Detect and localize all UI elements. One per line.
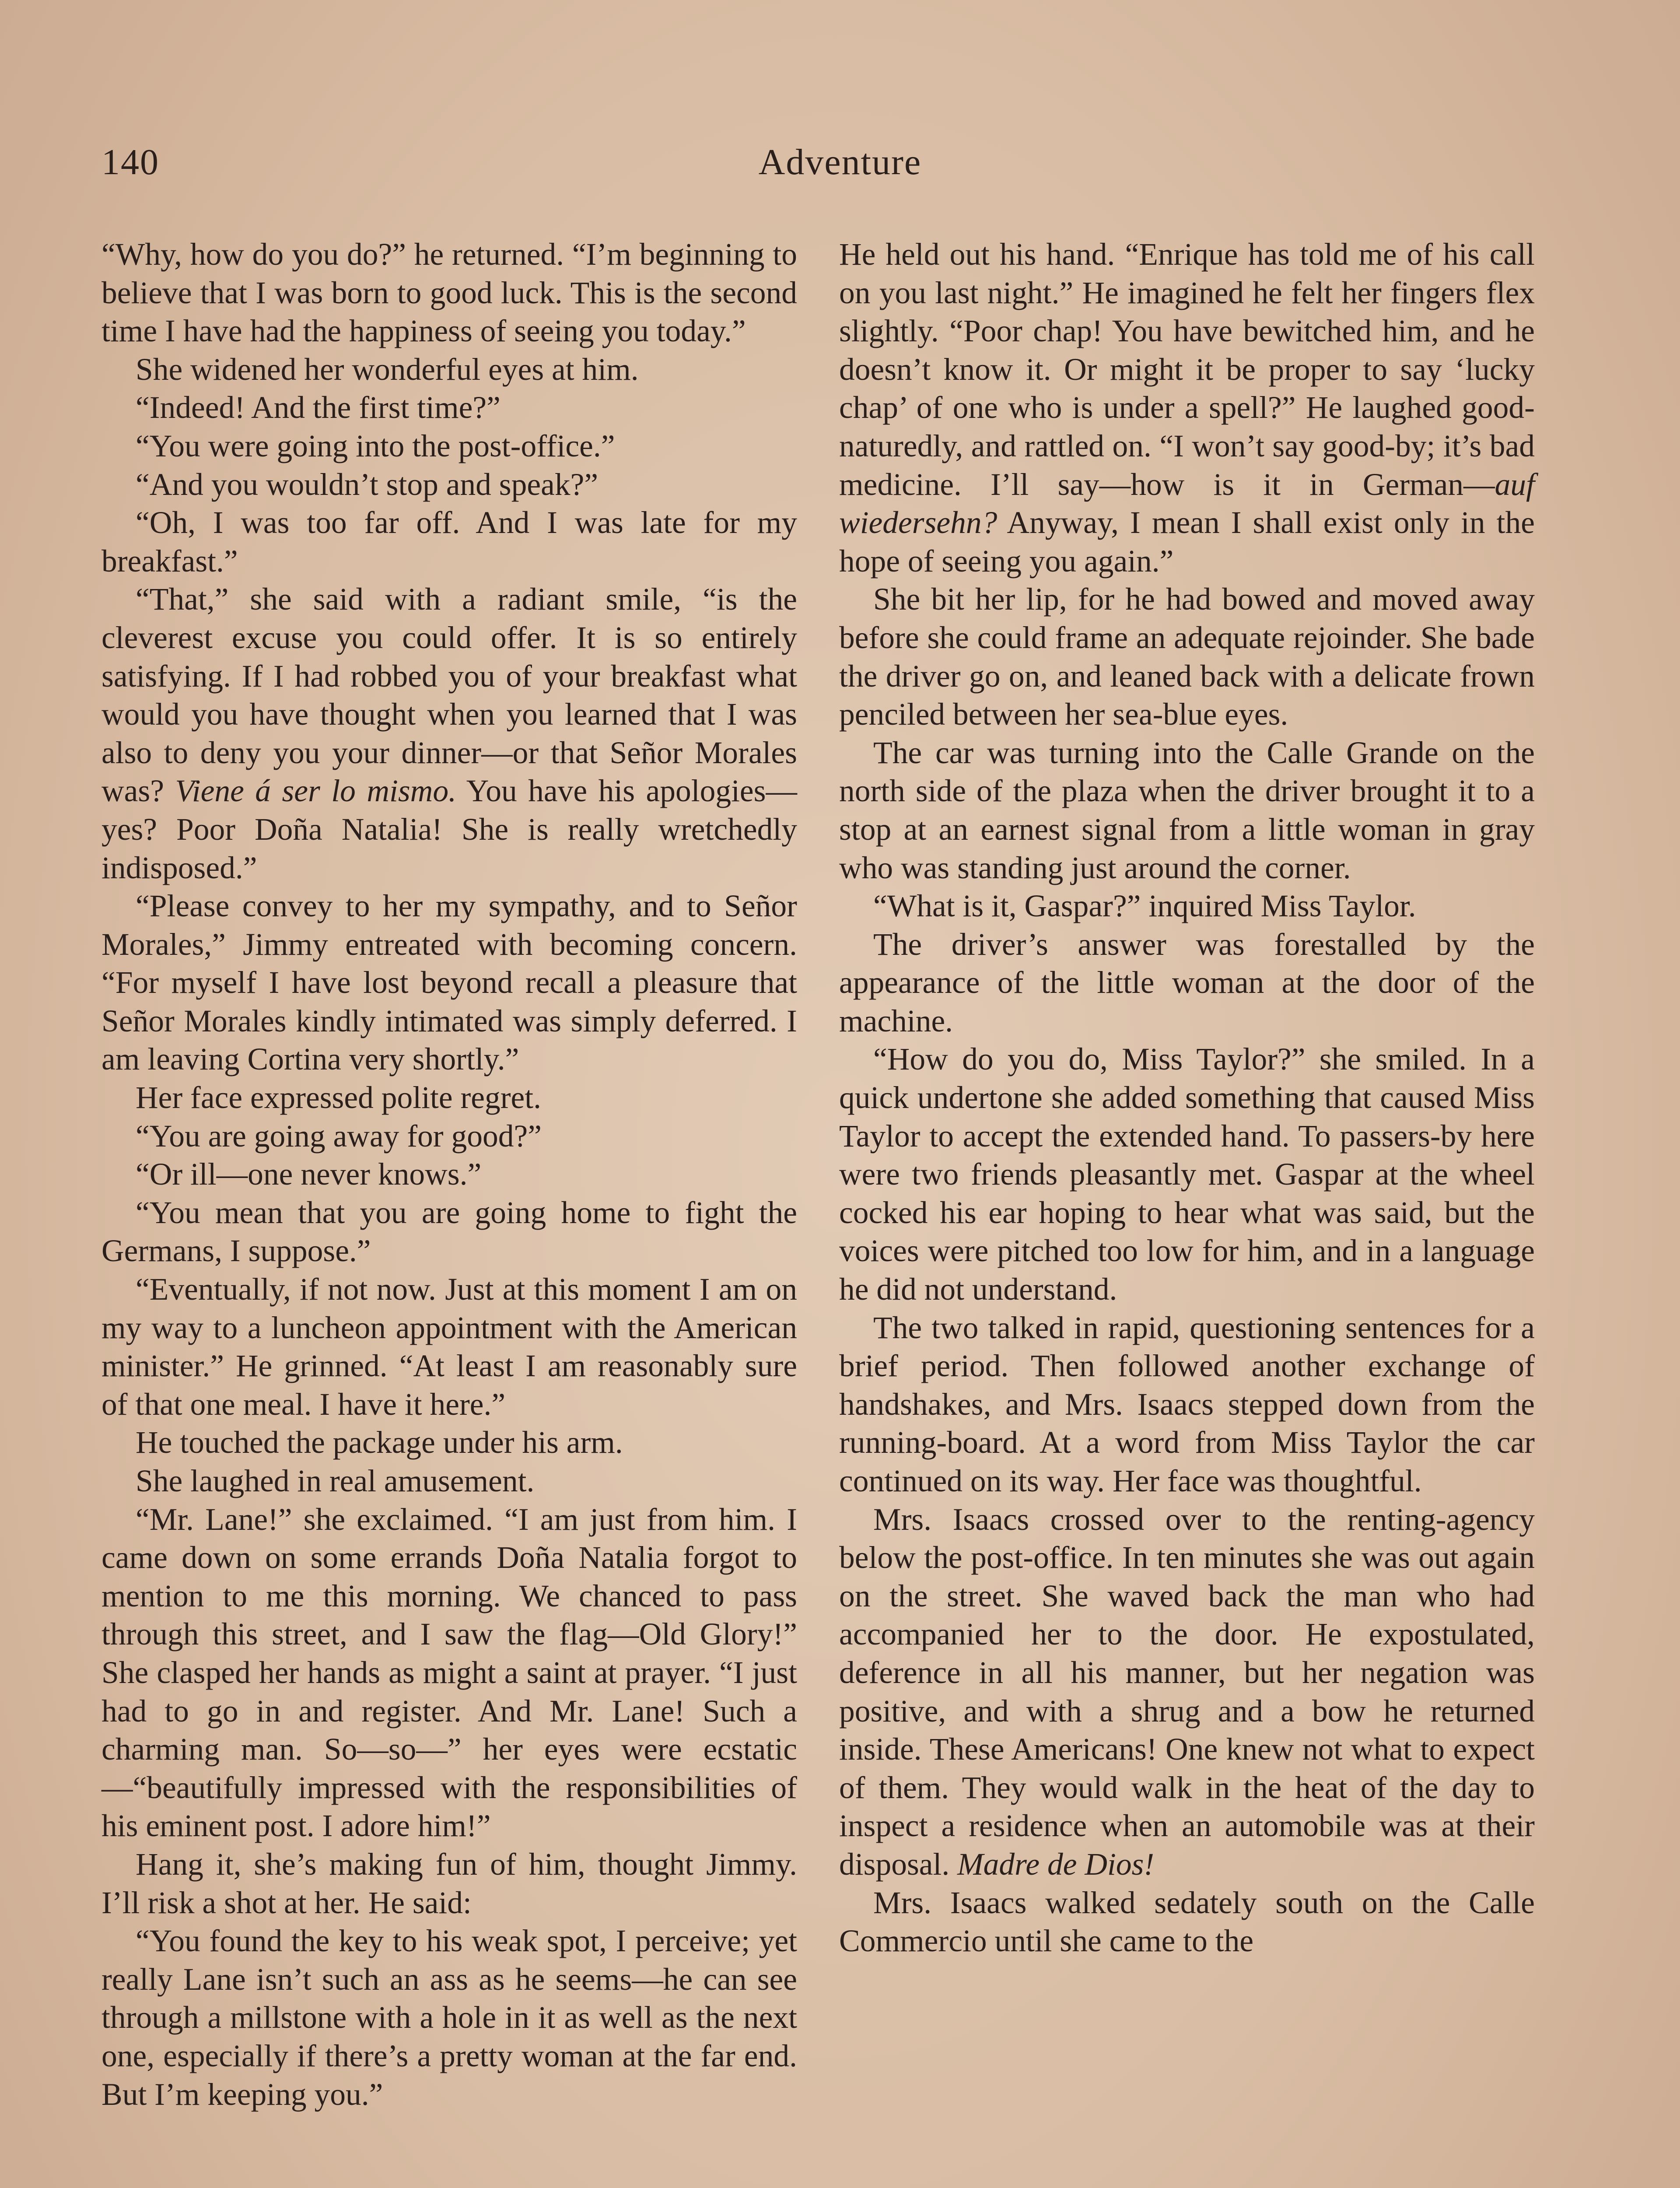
paragraph — [839, 1501, 1535, 1884]
right-column — [839, 235, 1535, 1960]
paragraph: “You mean that you are going home to fight the Germans, I suppose.” — [102, 1195, 797, 1269]
paragraph: “How do you do, Miss Taylor?” she smiled. In a quick undertone she added something that caused Miss Taylor to accept the extended hand. To passers-by here were two friends pleasantly met. Gaspar at the wheel cocked his ear hoping to hear what was said, but the voices were pitched too low for him, and in a language he did not understand. — [839, 1042, 1535, 1307]
paragraph: “What is it, Gaspar?” inquired Miss Taylor. — [873, 889, 1416, 924]
paragraph: “Why, how do you do?” he returned. “I’m beginning to believe that I was born to good luck. This is the second time I have had the happiness of seeing you today.” — [102, 237, 797, 349]
italic-phrase: Viene á ser lo mismo. — [175, 774, 456, 809]
paragraph: The driver’s answer was forestalled by the appearance of the little woman at the door of the machine. — [839, 927, 1535, 1038]
paragraph — [839, 235, 1535, 580]
page-number: 140 — [102, 142, 159, 182]
paragraph: “And you wouldn’t stop and speak?” — [136, 467, 598, 502]
left-column — [102, 235, 797, 2114]
italic-phrase: Madre de Dios! — [957, 1847, 1155, 1882]
paragraph: She widened her wonderful eyes at him. — [136, 352, 639, 387]
paragraph: Hang it, she’s making fun of him, thought Jimmy. I’ll risk a shot at her. He said: — [102, 1847, 797, 1920]
paragraph: He touched the package under his arm. — [136, 1425, 623, 1460]
running-head: Adventure — [758, 142, 922, 182]
paragraph: “You are going away for good?” — [136, 1119, 542, 1154]
paragraph: “You found the key to his weak spot, I perceive; yet really Lane isn’t such an ass as he seems—he can see through a millstone with a hole in it as well as the next one, especially if there’s a pretty woman at the far end. But I’m keeping you.” — [102, 1924, 797, 2112]
paragraph: “Please convey to her my sympathy, and to Señor Morales,” Jimmy entreated with becoming concern. “For myself I have lost beyond recall a pleasure that Señor Morales kindly intimated was simply deferred. I am leaving Cortina very shortly.” — [102, 889, 797, 1077]
paragraph: Her face expressed polite regret. — [136, 1080, 542, 1115]
paragraph: Mrs. Isaacs walked sedately south on the Calle Commercio until she came to the — [839, 1885, 1535, 1959]
paragraph: She bit her lip, for he had bowed and moved away before she could frame an adequate rejoinder. She bade the driver go on, and leaned back with a delicate frown penciled between her sea-blue eyes. — [839, 582, 1535, 732]
paragraph: “Eventually, if not now. Just at this moment I am on my way to a luncheon appointment with the American minister.” He grinned. “At least I am reasonably sure of that one meal. I have it here.” — [102, 1272, 797, 1422]
paragraph: “Or ill—one never knows.” — [136, 1157, 482, 1192]
paragraph: “Indeed! And the first time?” — [136, 390, 500, 425]
paragraph: “Mr. Lane!” she exclaimed. “I am just from him. I came down on some errands Doña Natalia forgot to mention to me this morning. We chanced to pass through this street, and I saw the flag—Old Glory!” She clasped her hands as might a saint at prayer. “I just had to go in and register. And Mr. Lane! Such a charming man. So—so—” her eyes were ecstatic—“beautifully impressed with the responsibilities of his eminent post. I adore him!” — [102, 1502, 797, 1844]
paragraph: The car was turning into the Calle Grande on the north side of the plaza when the driver brought it to a stop at an earnest signal from a little woman in gray who was standing just around the corner. — [839, 735, 1535, 885]
paragraph: She laughed in real amusement. — [136, 1464, 535, 1498]
paragraph: The two talked in rapid, questioning sentences for a brief period. Then followed another exchange of handshakes, and Mrs. Isaacs stepped down from the running-board. At a word from Miss Taylor the car continued on its way. Her face was thoughtful. — [839, 1310, 1535, 1498]
page-header — [102, 138, 1578, 186]
paragraph-text: Anyway, I mean I shall exist only in the hope of seeing you again.” — [839, 505, 1535, 579]
paragraph-text: Mrs. Isaacs crossed over to the renting-agency below the post-office. In ten minutes she was out again on the street. She waved back the man who had accompanied her to the door. He expostulated, deference in all his manner, but her negation was positive, and with a shrug and a bow he returned inside. These Americans! One knew not what to expect of them. They would walk in the heat of the day to inspect a residence when an automobile was at their disposal. — [839, 1502, 1535, 1882]
paragraph: “You were going into the post-office.” — [136, 428, 615, 463]
italic-phrase: auf wiedersehn? — [839, 467, 1535, 540]
paragraph: “That,” she said with a radiant smile, “is the cleverest excuse you could offer. It is so entirely satisfying. If I had robbed you of your breakfast what would you have thought when you learned that I was also to deny you your dinner—or that Señor Morales was? Viene á ser lo mismo. You have his apologies—yes? Poor Doña Natalia! She is really wretchedly indisposed.” — [102, 582, 797, 885]
paragraph-text: He held out his hand. “Enrique has told me of his call on you last night.” He imagined he felt her fingers flex slightly. “Poor chap! You have bewitched him, and he doesn’t know it. Or might it be proper to say ‘lucky chap’ of one who is under a spell?” He laughed good-naturedly, and rattled on. “I won’t say good-by; it’s bad medicine. I’ll say—how is it in German— — [839, 237, 1535, 502]
paragraph: “Oh, I was too far off. And I was late for my breakfast.” — [102, 505, 797, 579]
